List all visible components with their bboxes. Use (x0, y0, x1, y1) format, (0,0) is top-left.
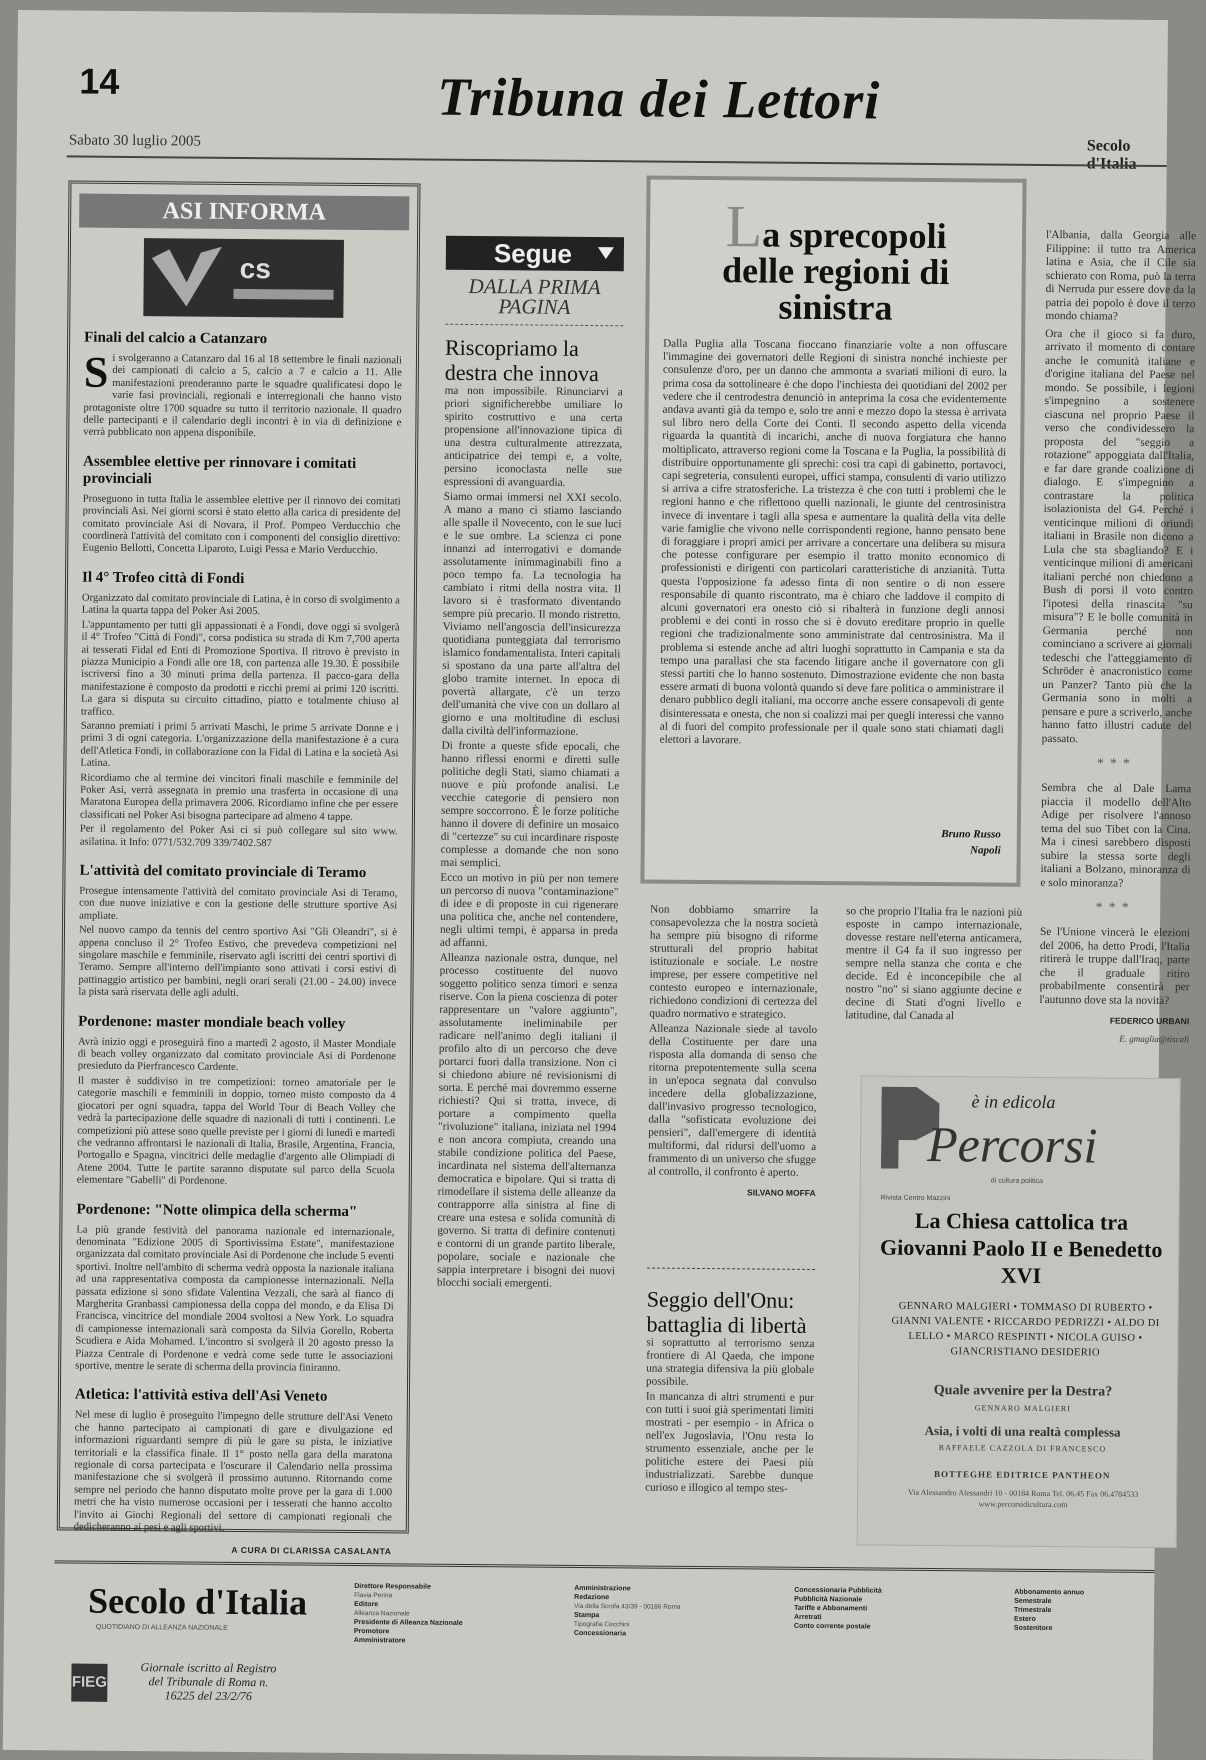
footer-col-4 (1014, 1588, 1084, 1634)
feature-title-initial: L (725, 193, 763, 260)
footer-label: Semestrale (1014, 1597, 1052, 1606)
percorsi-advertisement (857, 1075, 1181, 1548)
article-text: Nel mese di luglio è proseguito l'impegno delle strutture dell'Asi Veneto che hanno partecipato ai campionati di gare e divulgazione ed informazioni riguardanti sempre di più le gare su pista, le iniziative territoriali e la classifica finale. Il 1° posto nella gara della maratona regionale di corsa partecipata e l'oscurare il Calendario nella prossima manifestazione che si svolgerà il prossimo autunno. Ritornando come sempre nel periodo che hanno disputato molte prove per la gara di 1.000 metri che ha visto numerose occasioni per i tesserati che hanno accolto l'invito ai Giochi Regionali del settore di campionati regionali che dedicheranno ai pesi e agli sportivi. (73, 1409, 393, 1534)
article-text: Saranno premiati i primi 5 arrivati Maschi, le prime 5 arrivate Donne e i primi 3 di ogni categoria. L'organizzazione della manifestazione è a cura dell'Atletica Fondi, in collaborazione con la Fidal di Latina e la società Asi Latina. (80, 720, 399, 769)
right-edge-column (1039, 229, 1196, 1044)
ad-logo-sub: di cultura politica (990, 1177, 1043, 1185)
column-email: E. gmaglia@tiscali (1119, 1033, 1190, 1045)
feature-city: Napoli (970, 844, 1001, 857)
asi-article-5 (63, 1013, 411, 1190)
ad-in-edicola: è in edicola (971, 1091, 1056, 1113)
drop-cap: S (83, 347, 109, 397)
feature-title-rest: a sprecopoli (762, 214, 947, 257)
segue-title: Riscopriamo la destra che innova (444, 334, 599, 387)
article-text: Proseguono in tutta Italia le assemblee elettive per il rinnovo dei comitati provinciali Asi. Nei giorni scorsi è stato eletto alla carica di presidente del comitato provinciale Asi di Novara, il Prof. Pompeo Verducchio che coordinerà l'attività del comitato con i componenti del consiglio direttivo: Eugenio Bellotti, Concetta Liparoto, Luigi Pessa e Mario Verducchio. (82, 493, 401, 557)
footer-label: Abbonamento annuo (1014, 1588, 1085, 1597)
footer-value: Alleanza Nazionale (353, 1609, 410, 1618)
section-separator: *** (1095, 900, 1135, 916)
article-title: L'attività del comitato provinciale di Teramo (79, 862, 367, 882)
ad-publisher: BOTTEGHE EDITRICE PANTHEON (934, 1469, 1111, 1481)
column-paragraph: l'Albania, dalla Georgia alle Filippine: il tutto tra America latina e Asia, che il Cile sia schierato con Roma, può la terra di Nerruda pur essere dove da la patria dei popolo è dove il terzo mondo chiama? (1045, 228, 1197, 323)
footer-label: Concessionaria (573, 1629, 627, 1638)
ad-asia-title: Asia, i volti di una realtà complessa (924, 1422, 1121, 1440)
footer-col-2 (574, 1584, 681, 1639)
feature-letter-box (640, 175, 1026, 886)
article-text: L'appuntamento per tutti gli appassionati è a Fondi, dove oggi si svolgerà il 4° Trofeo "Città di Fondi", corsa podistica su strada di Km 7,700 aperta ai tesserati Fidal ed Enti di Promozione Sportiva. Il ritrovo è previsto in piazza Municipio a Fondi alle ore 18, con partenza alle 19.30. È possibile iscriversi fino a 30 minuti prima della partenza. Il pacco-gara della manifestazione è composto da prodotti e ricchi premi ai primi 120 iscritti. La gara si disputa su circuito cittadino, piatto e totalmente chiuso al traffico. (80, 619, 400, 718)
newspaper-page (3, 10, 1197, 1760)
asi-article-4 (64, 862, 411, 1002)
feature-title (663, 193, 1008, 328)
segue-column (437, 236, 624, 1294)
ad-logo: Percorsi (926, 1115, 1098, 1174)
column-paragraph: Ora che il gioco si fa duro, arrivato il momento di contare anche le comunità italiane e d'origine italiana del Paese nel mondo. Se possibile, i legioni s'impegnino a sostenere ciascuna nel proprio Paese il verso che condividessero la proposta del "seggio a rotazione" appoggiata dall'Italia, e far dare grande coalizione di dialogo. E s'impegnino a contrastare la politica isolazionista del G4. Perché i venticinque milioni di oriundi italiani in Brasile non dicono a Lula che sta sbagliando? E i venticinque milioni di americani italiani perché non chiedono a Bush di porsi il voto contro l'ipotesi della rinascita "su misura"? E le bolle comunità in Germania perché non cominciano a scrivere ai giornali tedeschi che l'atteggiamento di Schröder è anacronistico come un Panzer? Tanto più che la Germania sono in molti a pensare e pure a scriverlo, anche hanno fatto illustri cadute del passato. (1041, 327, 1196, 745)
header-rule (67, 155, 1167, 167)
column-paragraph: Se l'Unione vincerà le elezioni del 2006, ha detto Prodi, l'Italia ritirerà le truppe dall'Iraq, parte che il graduale ritiro probabilmente consentirà per l'autunno dove sta la novità? (1039, 925, 1191, 1007)
asi-article-2 (68, 453, 415, 558)
page-footer (53, 1560, 1155, 1753)
footer-label: Conto corrente postale (793, 1622, 871, 1631)
article-text: Avrà inizio oggi e proseguirà fino a martedì 2 agosto, il Master Mondiale di beach volley organizzato dal comitato provinciale Asi di Pordenone presieduto da Pierfrancesco Cardente. (77, 1036, 397, 1074)
article-text: La più grande festività del panorama nazionale ed internazionale, denominata "Edizione 2005 di Sportivissima Estate", manifestazione organizzata dal comitato provinciale Asi di Pordenone che include 5 eventi sportivi. Inoltre nell'ambito di scherma vedrà opposta la nazionale italiana ad una rappresentativa composta da campionesse internazionali. Nella passata edizione si sono sfidate Valentina Vezzali, che sarà al fianco di Margherita Granbassi campionessa della coppa del mondo, e da Elisa Di Francisca, vincitrice del mondiale 2004 svoltosi a New York. Lo squadra di campionesse internazionali sarà composta da Silvia Gorello, Roberta Scudiera e Aida Mohamed. L'incontro si svolgerà il 20 agosto presso la Piazza Centrale di Pordenone e vedrà come sede tutte le associazioni sportive, mentre le serate di scherma della provincia finiranno. (75, 1224, 395, 1374)
feature-title-line2: delle regioni di sinistra (721, 250, 950, 328)
section-masthead: Tribuna dei Lettori (436, 66, 881, 131)
article-text: Ricordiamo che al termine dei vincitori finali maschile e femminile del Poker Asi, verrà assegnata in premio una trasferta in occasione di una Maratona Europea della primavera 2006. Ricordiamo infine che per essere classificati nel Poker Asi bisogna partecipare ad almeno 4 tappe. (79, 772, 399, 823)
article-text: Prosegue intensamente l'attività del comitato provinciale Asi di Teramo, con due nuove iniziative e con la gestione delle strutture sportive Asi ampliate. (79, 885, 398, 922)
asi-signature: A CURA DI CLARISSA CASALANTA (231, 1545, 392, 1557)
page-number: 14 (79, 60, 120, 102)
article-title: Il 4° Trofeo città di Fondi (81, 569, 245, 587)
article-text (83, 347, 403, 443)
article-title: Finali del calcio a Catanzaro (84, 329, 268, 348)
brand-corner: Secolo (1086, 137, 1131, 155)
column-paragraph: Alleanza Nazionale siede al tavolo della Costituente per dare una risposta alla domanda di senso che ritorna prepotentemente sulla scena in un'epoca segnata dal convulso incedere della globalizzazione, dall'invasivo progresso tecnologico, dalla "sofisticata evoluzione dei pensieri", dall'emergere di identità multiformi, dal ridursi dell'uomo a frammento di un universo che sfugge al controllo, il confronto è aperto. (647, 1022, 818, 1179)
footer-label: Concessionaria Pubblicità (794, 1586, 882, 1595)
column-paragraph: so che proprio l'Italia fra le nazioni più esposte in campo internazionale, dovesse restare nell'eterna anticamera, mentre il G4 fa il suo ingresso per sempre nella stanza che conta e che decide. Ed è inconcepibile che al nostro "no" si siano aggiunte decine e decine di Stati d'ogni livello e latitudine, dal Canada al (845, 905, 1023, 1023)
continuation-column (648, 904, 819, 1206)
column-paragraph: Non dobbiamo smarrire la consapevolezza che la nostra società ha sempre più bisogno di riforme strutturali del proprio habitat istituzionale e sociale. Le nostre imprese, per essere competitive nel contesto europeo e internazionale, richiedono condizioni di certezza del quadro normativo e strategico. (649, 903, 819, 1021)
ad-rubrics: Rivista Centro Mazzini (880, 1194, 951, 1203)
footer-label: Estero (1013, 1615, 1036, 1623)
segue-paragraph: Alleanza nazionale ostra, dunque, nel processo costituente del nuovo soggetto politico senza timori e senza riserve. Con la piena coscienza di poter rappresentare un "valore aggiunto", assolutamente ineliminabile per radicare nell'animo degli italiani il profilo alto di un percorso che deve portarci fuori dalla transizione. Non ci si chiedono abiure né revisionismi di sorta. E perché mai dovremmo esserne richiesti? Qui si tratta, invece, di portare a compimento quella "rivoluzione" italiana, iniziata nel 1994 e non ancora compiuta, creando una stabile condizione politica del Paese, incardinata nel sistema dell'alternanza democratica e bipolare. Qui si tratta di rimodellare il sistema delle alleanze da contrapporre alla sinistra al fine di creare una estesa e solida comunità di governo. Si tratta di definire contenuti e contorni di un grande partito liberale, popolare, sociale e nazionale che sappia interpretare i bisogni dei nuovi blocchi sociali emergenti. (436, 951, 618, 1290)
asi-article-6 (61, 1201, 408, 1376)
feature-paragraph: Dalla Puglia alla Toscana fioccano finanziarie volte a non offuscare l'immagine dei governatori delle Regioni di sinistra nonché inchieste per consulenze d'oro, per un danno che ammonta a svariati milioni di euro. la prima cosa da sottolineare è che dopo l'inchiesta dei quotidiani del 2002 per vedere che il centrodestra denunciò in anteprima la cosa che evidentemente andava avanti già da tempo e, solo tre anni e mezzo dopo la stessa è arrivata sul libro nero della Corte dei Conti. Il secondo aspetto della vicenda riguarda la quantità di incarichi, anche di nuova forgiatura che hanno moltiplicato, attraverso regioni come la Toscana e la Puglia, la possibilità di distribuire opportunamente gli sprechi: così tra capi di gabinetto, portavoci, capi segreteria, consulenti europei, uffici stampa, consulenti di vario utilizzo si arriva a cifre stratosferiche. La tristezza è che con tutti i problemi che le regioni hanno e che riflettono quelli nazionali, le giunte del centrosinistra invece di inventare i tagli alla spesa e aumentare la qualità della vita delle varie famiglie che vivono nelle corrispondenti regione, hanno pensato bene di foraggiare i propri amici per arrivare a concertare una delibera su misura che potesse configurare per esempio il tratto monito economico di professionisti e dirigenti con particolari caratteristiche di anzianità. Tutta questa l'opposizione fa adesso finta di non sentire o di non essere responsabile di quanto riscontrato, ma è chiaro che laddove il compito di alcuni governatori era onesto ciò si ribalterà in funzione degli annosi problemi e dei conti in rosso che si è dovuto ereditare proprio in quelle regioni che tradizionalmente sono amministrate dal centrosinistra. Ma il problema si estende anche ad altri luoghi soprattutto in Campania e sta da tempo una parallasi che sta facendo litigare anche il governatore con gli stessi partiti che lo hanno sostenuto. Dimostrazione evidente che non basta essere armati di buona volontà quando si deve fare politica o amministrare il denaro pubblico degli italiani, ma occorre anche essere consapevoli di gente disinteressata e onesta, che non si coalizzi mai per quegli interessi che vanno al di fuori del compito professionale per il quale sono stati chiamati dagli elettori a lavorare. (659, 337, 1008, 747)
footer-value: Via della Scrofa 43/39 - 00186 Roma (574, 1602, 681, 1611)
footer-logo: Secolo d'Italia (87, 1580, 308, 1623)
footer-col-3 (794, 1586, 882, 1632)
issue-date: Sabato 30 luglio 2005 (68, 132, 202, 150)
triangle-down-icon (598, 247, 614, 259)
logo-text: cs (239, 252, 272, 285)
article-title: Pordenone: "Notte olimpica della scherma" (76, 1201, 358, 1220)
asi-informa-box (57, 180, 421, 1557)
column-signature: SILVANO MOFFA (747, 1187, 816, 1199)
asi-header: ASI INFORMA (79, 194, 409, 231)
segue-paragraph: Ecco un motivo in più per non temere un percorso di nuova "contaminazione" di idee e di proposte in cui rigenerare una politica che, anche nel contendere, negli ultimi tempi, è apparsa in preda ad affanni. (439, 871, 619, 950)
article-title: Atletica: l'attività estiva dell'Asi Veneto (74, 1386, 328, 1406)
footer-label: Tariffe e Abbonamenti (794, 1604, 868, 1613)
logo-mark-icon (151, 246, 222, 307)
ad-authors: GENNARO MALGIERI • TOMMASO DI RUBERTO • GIANNI VALENTE • RICCARDO PEDRIZZI • ALDO DI LELLO • MARCO RESPINTI • NICOLA GUISO • GIANCRISTIANO DESIDERIO (891, 1300, 1160, 1359)
article-text-body: i svolgeranno a Catanzaro dal 16 al 18 settembre le finali nazionali dei campionati di calcio a 5, calcio a 7 e calcio a 11. Alle manifestazioni prenderanno parte le squadre qualificatesi dopo le varie fasi provinciali, regionali e interregionali che hanno visto protagoniste oltre 1700 squadre su tutto il territorio nazionale. Il quadro delle partecipanti e il calendario degli incontri è in via di definizione e verrà pubblicato non appena disponibile. (83, 352, 403, 440)
segue-label (446, 236, 624, 272)
article-text: Il master è suddiviso in tre competizioni: torneo amatoriale per le categorie maschili e femminili in doppio, torneo misto composto da 4 giocatori per ogni squadra, tappa del World Tour di Beach Volley che vedrà la partecipazione delle squadre di nazionali di tutti i continenti. Le competizioni più attese sono quelle previste per i giorni di lunedì e martedì che vedranno affrontarsi le nazionali di Italia, Brasile, Argentina, Francia, Portogallo e Spagna, vincitrici delle medaglie d'argento alle Olimpiadi di Atene 2004. Tutte le partite saranno disputate sul parco della Scuola elementare "Gabelli" di Pordenone. (76, 1075, 396, 1187)
article-title: Pordenone: master mondiale beach volley (78, 1013, 346, 1032)
column-paragraph: Sembra che al Dale Lama piaccia il modello dell'Alto Adige per risolvere l'annoso tema del suo Tibet con la Cina. Ma i cinesi sarebbero disposti subire la stessa sorte degli italiani a Bolzano, minoranza di e solo minoranza? (1040, 781, 1192, 890)
segue-paragraph: Di fronte a queste sfide epocali, che hanno riflessi enormi e diretti sulle politiche degli Stati, siamo chiamati a nuove e più profonde analisi. Le vecchie categorie di pensiero non sempre soccorrono. È le forze politiche hanno il dovere di definire un mosaico di "certezze" su cui incardinare risposte complesse a domande che non sono mai semplici. (440, 739, 620, 870)
segue-paragraph: ma non impossibile. Rinunciarvi a priori significherebbe umiliare lo spirito costruttivo e una certa propensione all'innovazione tipica di una destra culturalmente attrezzata, anticipatrice dei tempi e, a volte, persino iconoclasta nelle sue espressioni di avanguardia. (443, 384, 623, 489)
column-signature: FEDERICO URBANI (1109, 1015, 1190, 1027)
footer-label: Amministrazione (574, 1584, 631, 1593)
footer-label: Trimestrale (1014, 1606, 1052, 1615)
segue-body (437, 385, 623, 1292)
ad-question-author: GENNARO MALGIERI (974, 1403, 1071, 1414)
feature-author: Bruno Russo (941, 828, 1001, 841)
asi-article-7 (60, 1387, 407, 1537)
seggio-title: Seggio dell'Onu: battaglia di libertà (646, 1286, 807, 1338)
feature-body (660, 338, 1008, 750)
feature-signature (941, 826, 1001, 859)
section-separator: *** (1096, 756, 1137, 772)
article-text: Nel nuovo campo da tennis del centro sportivo Asi "Gli Oleandri", si è appena concluso il 2° Trofeo Estivo, che prevedeva competizioni nel singolare maschile e femminile, riservato agli iscritti dei centri sportivi di Teramo. Sempre all'interno dell'impianto sono attivati i corsi estivi di pattinaggio artistico per bambini, negli orari serali (21.00 - 24.00) invece la pista sarà riservata delle agli adulti. (78, 924, 398, 1000)
csen-logo (143, 238, 344, 318)
seggio-paragraph: si soprattutto al terrorismo senza frontiere di Al Qaeda, che impone una strategia difensiva la più globale possibile. (646, 1336, 815, 1388)
footer-label: Pubblicità Nazionale (794, 1595, 863, 1604)
asi-article-1 (69, 329, 416, 442)
footer-label: Sostenitore (1013, 1624, 1053, 1633)
footer-label: Presidente di Alleanza Nazionale (353, 1618, 463, 1627)
ad-address: Via Alessandro Alessandri 10 - 00184 Roma Tel. 06.45 Fax 06.4784533 www.percorsidicultura.com (907, 1487, 1139, 1510)
ad-asia-author: RAFFAELE CAZZOLA DI FRANCESCO (938, 1443, 1107, 1454)
seggio-article (645, 1268, 815, 1498)
footer-registration: Giornale iscritto al Registro del Tribunale di Roma n. 16225 del 23/2/76 (140, 1660, 277, 1704)
footer-label: Redazione (574, 1593, 610, 1602)
footer-label: Amministratore (353, 1636, 406, 1645)
article-title: Assemblee elettive per rinnovare i comitati provinciali (82, 453, 357, 488)
footer-value: Tipografia Cecchini (573, 1620, 630, 1629)
footer-label: Arretrati (793, 1613, 822, 1622)
seggio-paragraph: In mancanza di altri strumenti e pur con tutti i suoi già sperimentati limiti mostrati - per esempio - in Africa o nell'ex Jugoslavia, l'Onu resta lo strumento essenziale, anche per le politiche estere dei Paesi più industrializzati. Sarebbe dunque curioso e illogico al tempo stes- (645, 1390, 814, 1495)
fieg-logo: FIEG (71, 1664, 107, 1702)
article-text: Organizzato dal comitato provinciale di Latina, è in corso di svolgimento a Latina la quarta tappa del Poker Asi 2005. (81, 592, 400, 618)
segue-label-text: Segue (493, 238, 573, 269)
footer-label: Editore (354, 1600, 379, 1609)
seggio-body (645, 1337, 814, 1496)
ad-headline: La Chiesa cattolica tra Giovanni Paolo II e Benedetto XVI (879, 1207, 1163, 1288)
segue-paragraph: Siamo ormai immersi nel XXI secolo. A mano a mano ci stiamo lasciando alle spalle il Novecento, con le sue luci e le sue ombre. La scienza ci pone innanzi ad interrogativi e domande assolutamente inimmaginabili fino a poco tempo fa. La tecnologia ha cambiato i ritmi della nostra vita. Il lavoro si è trasformato diventando sempre più precario. Il mondo ristretto. Viviamo nell'angoscia dell'insicurezza quotidiana punteggiata dal terrorismo islamico fondamentalista. Interi capitali si spostano da una parte all'altra del globo tramite internet. In epoca di povertà allargate, c'è un terzo dell'umanità che vive con un dollaro al giorno e una moltitudine di esclusi dalla civiltà dell'informazione. (441, 490, 622, 738)
footer-label: Stampa (573, 1611, 600, 1620)
ad-question: Quale avvenire per la Destra? (933, 1383, 1113, 1400)
footer-col-1 (354, 1582, 463, 1646)
article-text: Per il regolamento del Poker Asi ci si può collegare sul sito www. asilatina. it Info: 0771/532.709 339/7402.587 (79, 823, 398, 849)
asi-article-3 (66, 569, 414, 851)
footer-label: Direttore Responsabile (354, 1582, 431, 1591)
segue-subtitle: DALLA PRIMA PAGINA (445, 270, 623, 327)
footer-logo-sub: QUOTIDIANO DI ALLEANZA NAZIONALE (95, 1623, 228, 1632)
footer-label: Promotore (353, 1627, 390, 1636)
footer-value: Flavia Perina (354, 1591, 393, 1600)
seggio-continuation-column (845, 905, 1022, 1026)
logo-caption-bar (233, 289, 333, 300)
